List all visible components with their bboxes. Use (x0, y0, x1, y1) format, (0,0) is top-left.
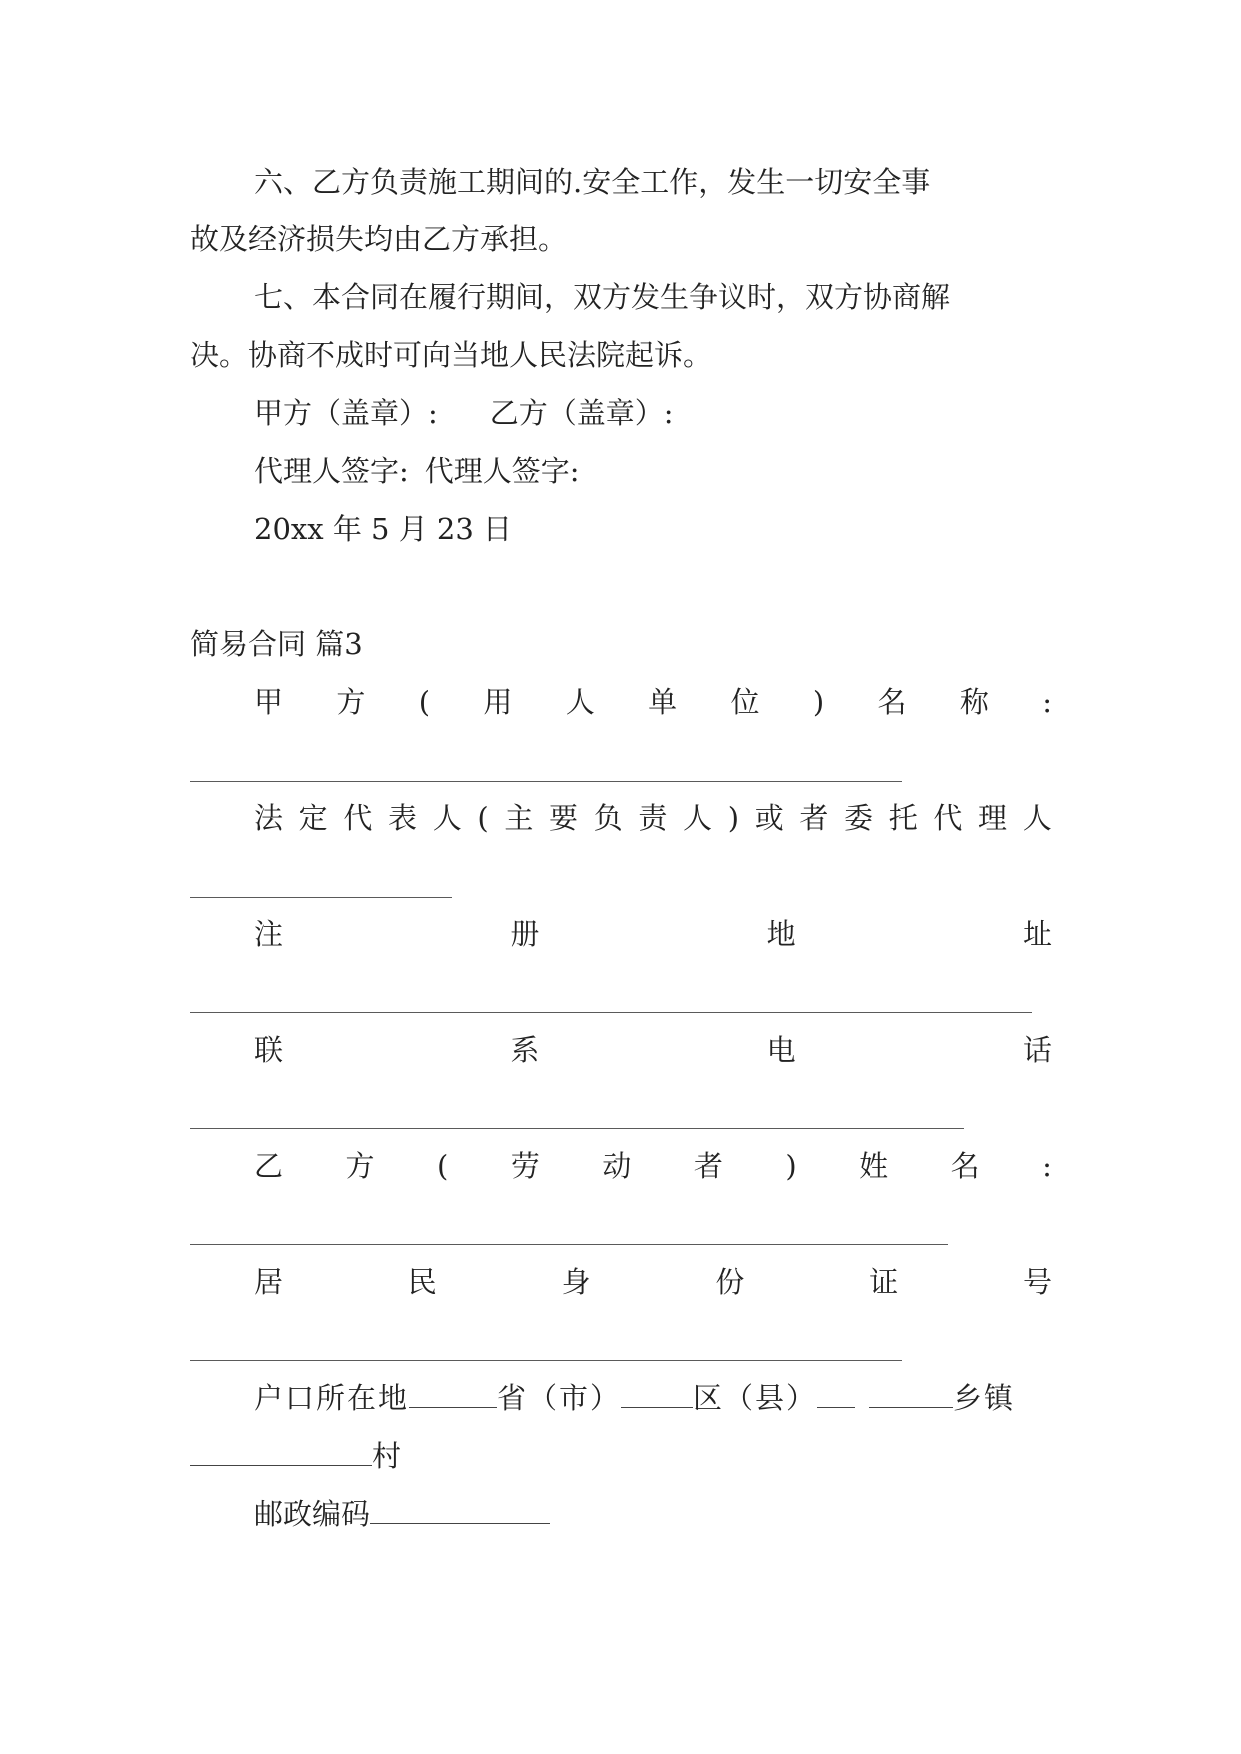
legal-rep-blank[interactable] (190, 897, 452, 898)
postcode-blank[interactable] (370, 1497, 550, 1524)
reg-address-label: 注 册 地 址 (254, 917, 1052, 951)
village-line: 村 (190, 1436, 1052, 1476)
seal-line (254, 393, 1116, 433)
agent-sign-line (254, 451, 1116, 491)
town-blank-b[interactable] (869, 1381, 953, 1408)
employer-name-blank[interactable] (190, 781, 902, 782)
district-blank[interactable] (621, 1381, 693, 1408)
postcode-line: 邮政编码 (254, 1494, 1116, 1534)
employer-name-label: 甲 方 ( 用 人 单 位 ) 名 称 : (254, 685, 1052, 719)
agent-sign-label-b: 代理人签字: (424, 454, 580, 488)
phone-blank[interactable] (190, 1128, 964, 1129)
clause-7-line-1: 七、本合同在履行期间，双方发生争议时，双方协商解 (254, 280, 951, 314)
clause-7-line-2: 决。协商不成时可向当地人民法院起诉。 (190, 338, 713, 372)
party-a-seal-label: 甲方（盖章）: (254, 396, 438, 430)
section-title: 简易合同 篇3 (190, 627, 363, 661)
province-blank[interactable] (409, 1381, 497, 1408)
agent-sign-label-a: 代理人签字: (254, 454, 409, 488)
party-b-seal-label: 乙方（盖章）: (489, 396, 674, 430)
id-number-label: 居 民 身 份 证 号 (254, 1265, 1052, 1299)
legal-rep-label: 法 定 代 表 人 ( 主 要 负 责 人 ) 或 者 委 托 代 理 人 (254, 801, 1052, 835)
clause-6-line-2: 故及经济损失均由乙方承担。 (190, 222, 568, 256)
phone-label: 联 系 电 话 (254, 1033, 1052, 1067)
village-blank[interactable] (190, 1439, 372, 1466)
worker-name-blank[interactable] (190, 1244, 948, 1245)
id-number-blank[interactable] (190, 1360, 902, 1361)
reg-address-blank[interactable] (190, 1012, 1032, 1013)
contract-date: 20xx 年 5 月 23 日 (254, 512, 513, 546)
town-blank-a[interactable] (817, 1381, 855, 1408)
clause-6-line-1: 六、乙方负责施工期间的.安全工作，发生一切安全事 (254, 165, 931, 199)
worker-name-label: 乙 方 ( 劳 动 者 ) 姓 名 : (254, 1149, 1052, 1183)
household-line: 户口所在地 省（市） 区（县） 乡镇 (254, 1381, 1016, 1415)
